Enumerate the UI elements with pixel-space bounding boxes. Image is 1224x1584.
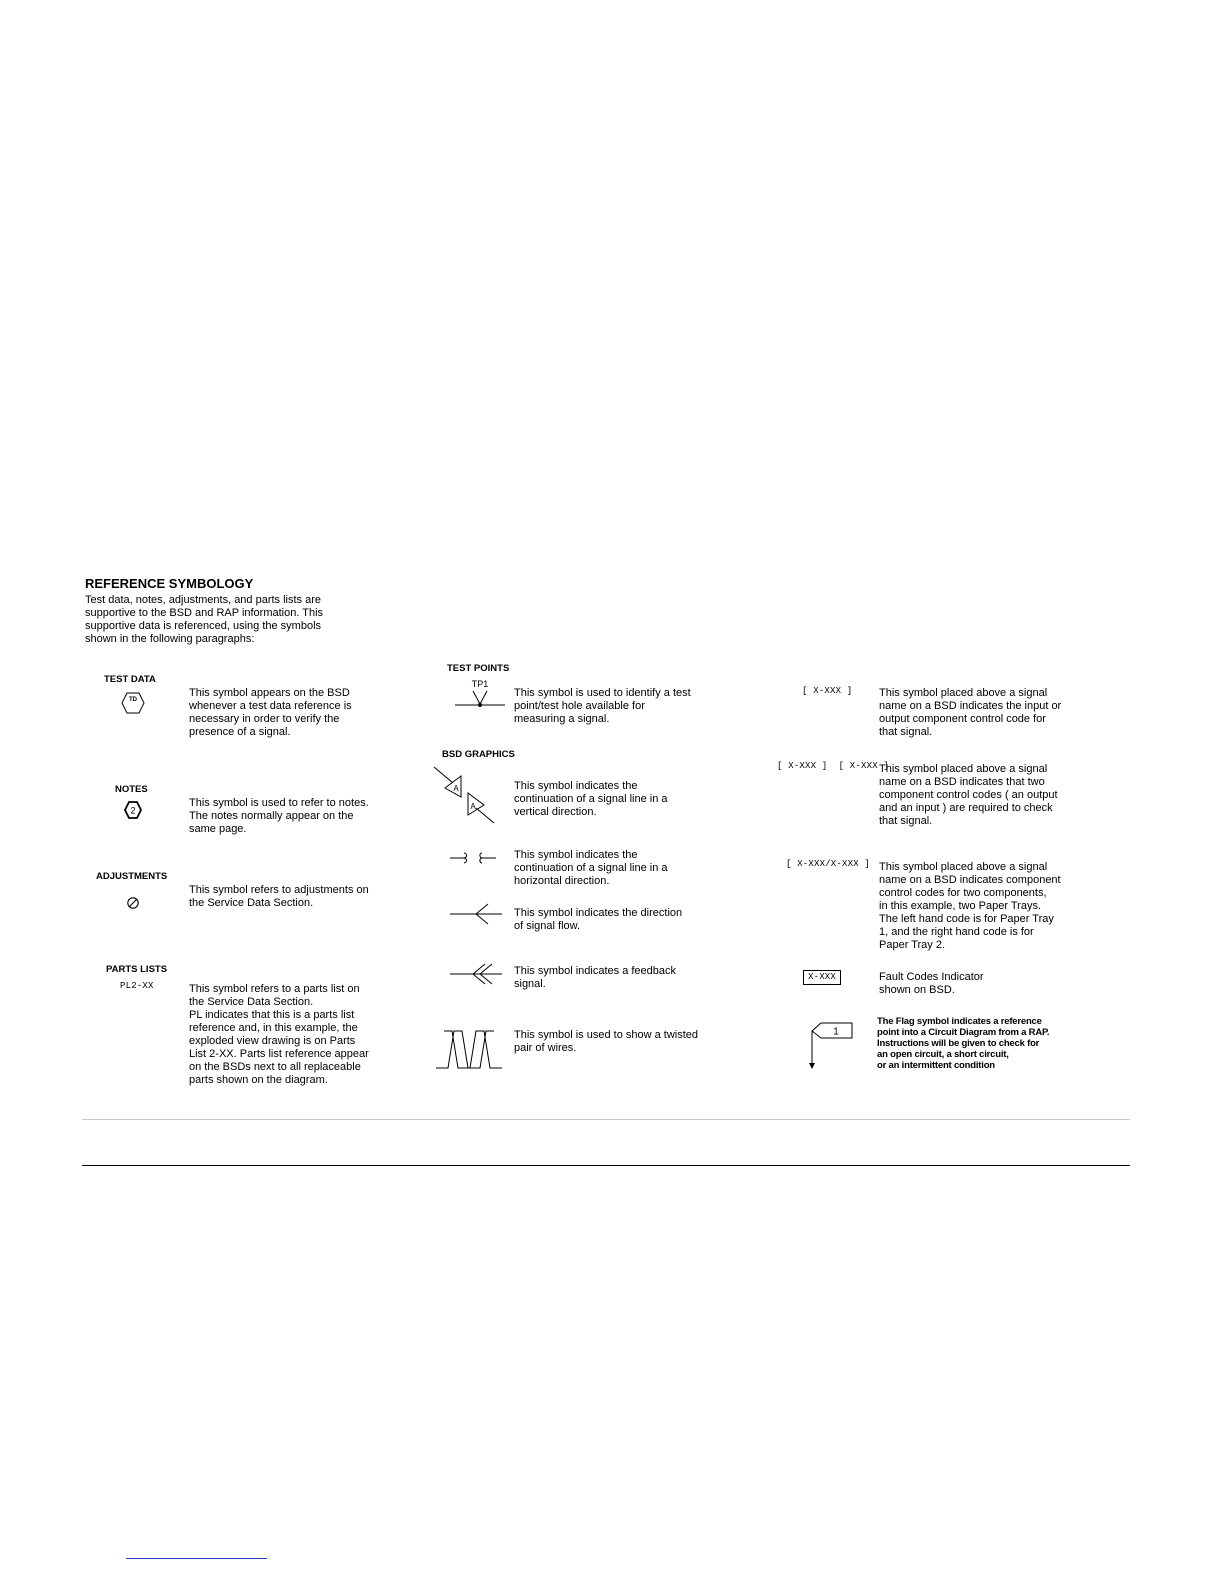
- flag-symbol-description: The Flag symbol indicates a reference point into a Circuit Diagram from a RAP. Instructions will be given to check for an open circuit, a short circuit, or an intermittent condition: [877, 1016, 1050, 1071]
- test-point-symbol-text: TP1: [471, 679, 489, 689]
- horizontal-continuation-icon: [448, 850, 498, 864]
- test-data-header: TEST DATA: [104, 674, 156, 685]
- fault-code-description: Fault Codes Indicator shown on BSD.: [879, 971, 984, 996]
- twisted-pair-icon: [434, 1027, 504, 1071]
- vertical-continuation-letter-upper: A: [453, 784, 459, 793]
- adjustments-header: ADJUSTMENTS: [96, 871, 168, 882]
- notes-icon: [124, 801, 142, 819]
- feedback-signal-icon: [448, 963, 504, 985]
- section-divider-light: [82, 1119, 1130, 1120]
- signal-flow-description: This symbol indicates the direction of signal flow.: [514, 907, 683, 932]
- vertical-continuation-letter-lower: A: [470, 802, 476, 811]
- horizontal-continuation-description: This symbol indicates the continuation of a signal line in a horizontal direction.: [514, 849, 668, 887]
- notes-symbol-text: 2: [130, 805, 136, 816]
- adjustments-description: This symbol refers to adjustments on the Service Data Section.: [189, 884, 369, 909]
- page-title: REFERENCE SYMBOLOGY: [85, 576, 254, 591]
- test-data-description: This symbol appears on the BSD whenever a test data reference is necessary in order to verify the presence of a signal.: [189, 687, 352, 738]
- test-data-icon: [121, 692, 145, 714]
- footer-link-underline[interactable]: [126, 1558, 267, 1559]
- vertical-continuation-icon: [432, 764, 500, 826]
- vertical-continuation-description: This symbol indicates the continuation of a signal line in a vertical direction.: [514, 780, 668, 818]
- tray-control-code-symbol: [ X-XXX/X-XXX ]: [786, 859, 871, 869]
- test-points-description: This symbol is used to identify a test point/test hole available for measuring a signal.: [514, 687, 691, 725]
- flag-symbol-text: 1: [833, 1026, 839, 1038]
- fault-code-symbol: X-XXX: [803, 970, 841, 985]
- parts-list-symbol: PL2-XX: [120, 981, 154, 991]
- adjustments-icon: [126, 896, 140, 910]
- double-control-code-symbol: [ X-XXX ] [ X-XXX ]: [777, 761, 890, 771]
- signal-flow-icon: [448, 903, 504, 925]
- bsd-graphics-header: BSD GRAPHICS: [442, 749, 515, 760]
- test-points-header: TEST POINTS: [447, 663, 510, 674]
- feedback-signal-description: This symbol indicates a feedback signal.: [514, 965, 677, 990]
- single-control-code-symbol: [ X-XXX ]: [802, 686, 853, 696]
- parts-lists-header: PARTS LISTS: [106, 964, 168, 975]
- notes-description: This symbol is used to refer to notes. The notes normally appear on the same page.: [189, 797, 369, 835]
- twisted-pair-description: This symbol is used to show a twisted pair of wires.: [514, 1029, 699, 1054]
- test-data-symbol-text: TD: [129, 697, 137, 703]
- test-point-icon: [452, 678, 508, 712]
- section-divider: [82, 1165, 1130, 1166]
- single-control-code-description: This symbol placed above a signal name on a BSD indicates the input or output component control code for that signal.: [879, 687, 1062, 738]
- parts-lists-description: This symbol refers to a parts list on the Service Data Section. PL indicates that this is a parts list reference and, in this example, the exploded view drawing is on Parts List 2-XX. Parts list reference appear on the BSDs next to all replaceable parts shown on the diagram.: [189, 983, 369, 1086]
- tray-control-code-description: This symbol placed above a signal name on a BSD indicates component control codes for two components, in this example, two Paper Trays. The left hand code is for Paper Tray 1, and the right hand code is for Paper Tray 2.: [879, 861, 1061, 951]
- double-control-code-description: This symbol placed above a signal name on a BSD indicates that two component control codes ( an output and an input ) are required to check that signal.: [879, 763, 1058, 827]
- intro-paragraph: Test data, notes, adjustments, and parts lists are supportive to the BSD and RAP information. This supportive data is referenced, using the symbols shown in the following paragraphs:: [85, 594, 324, 645]
- notes-header: NOTES: [115, 784, 148, 795]
- flag-symbol-icon: [804, 1021, 856, 1071]
